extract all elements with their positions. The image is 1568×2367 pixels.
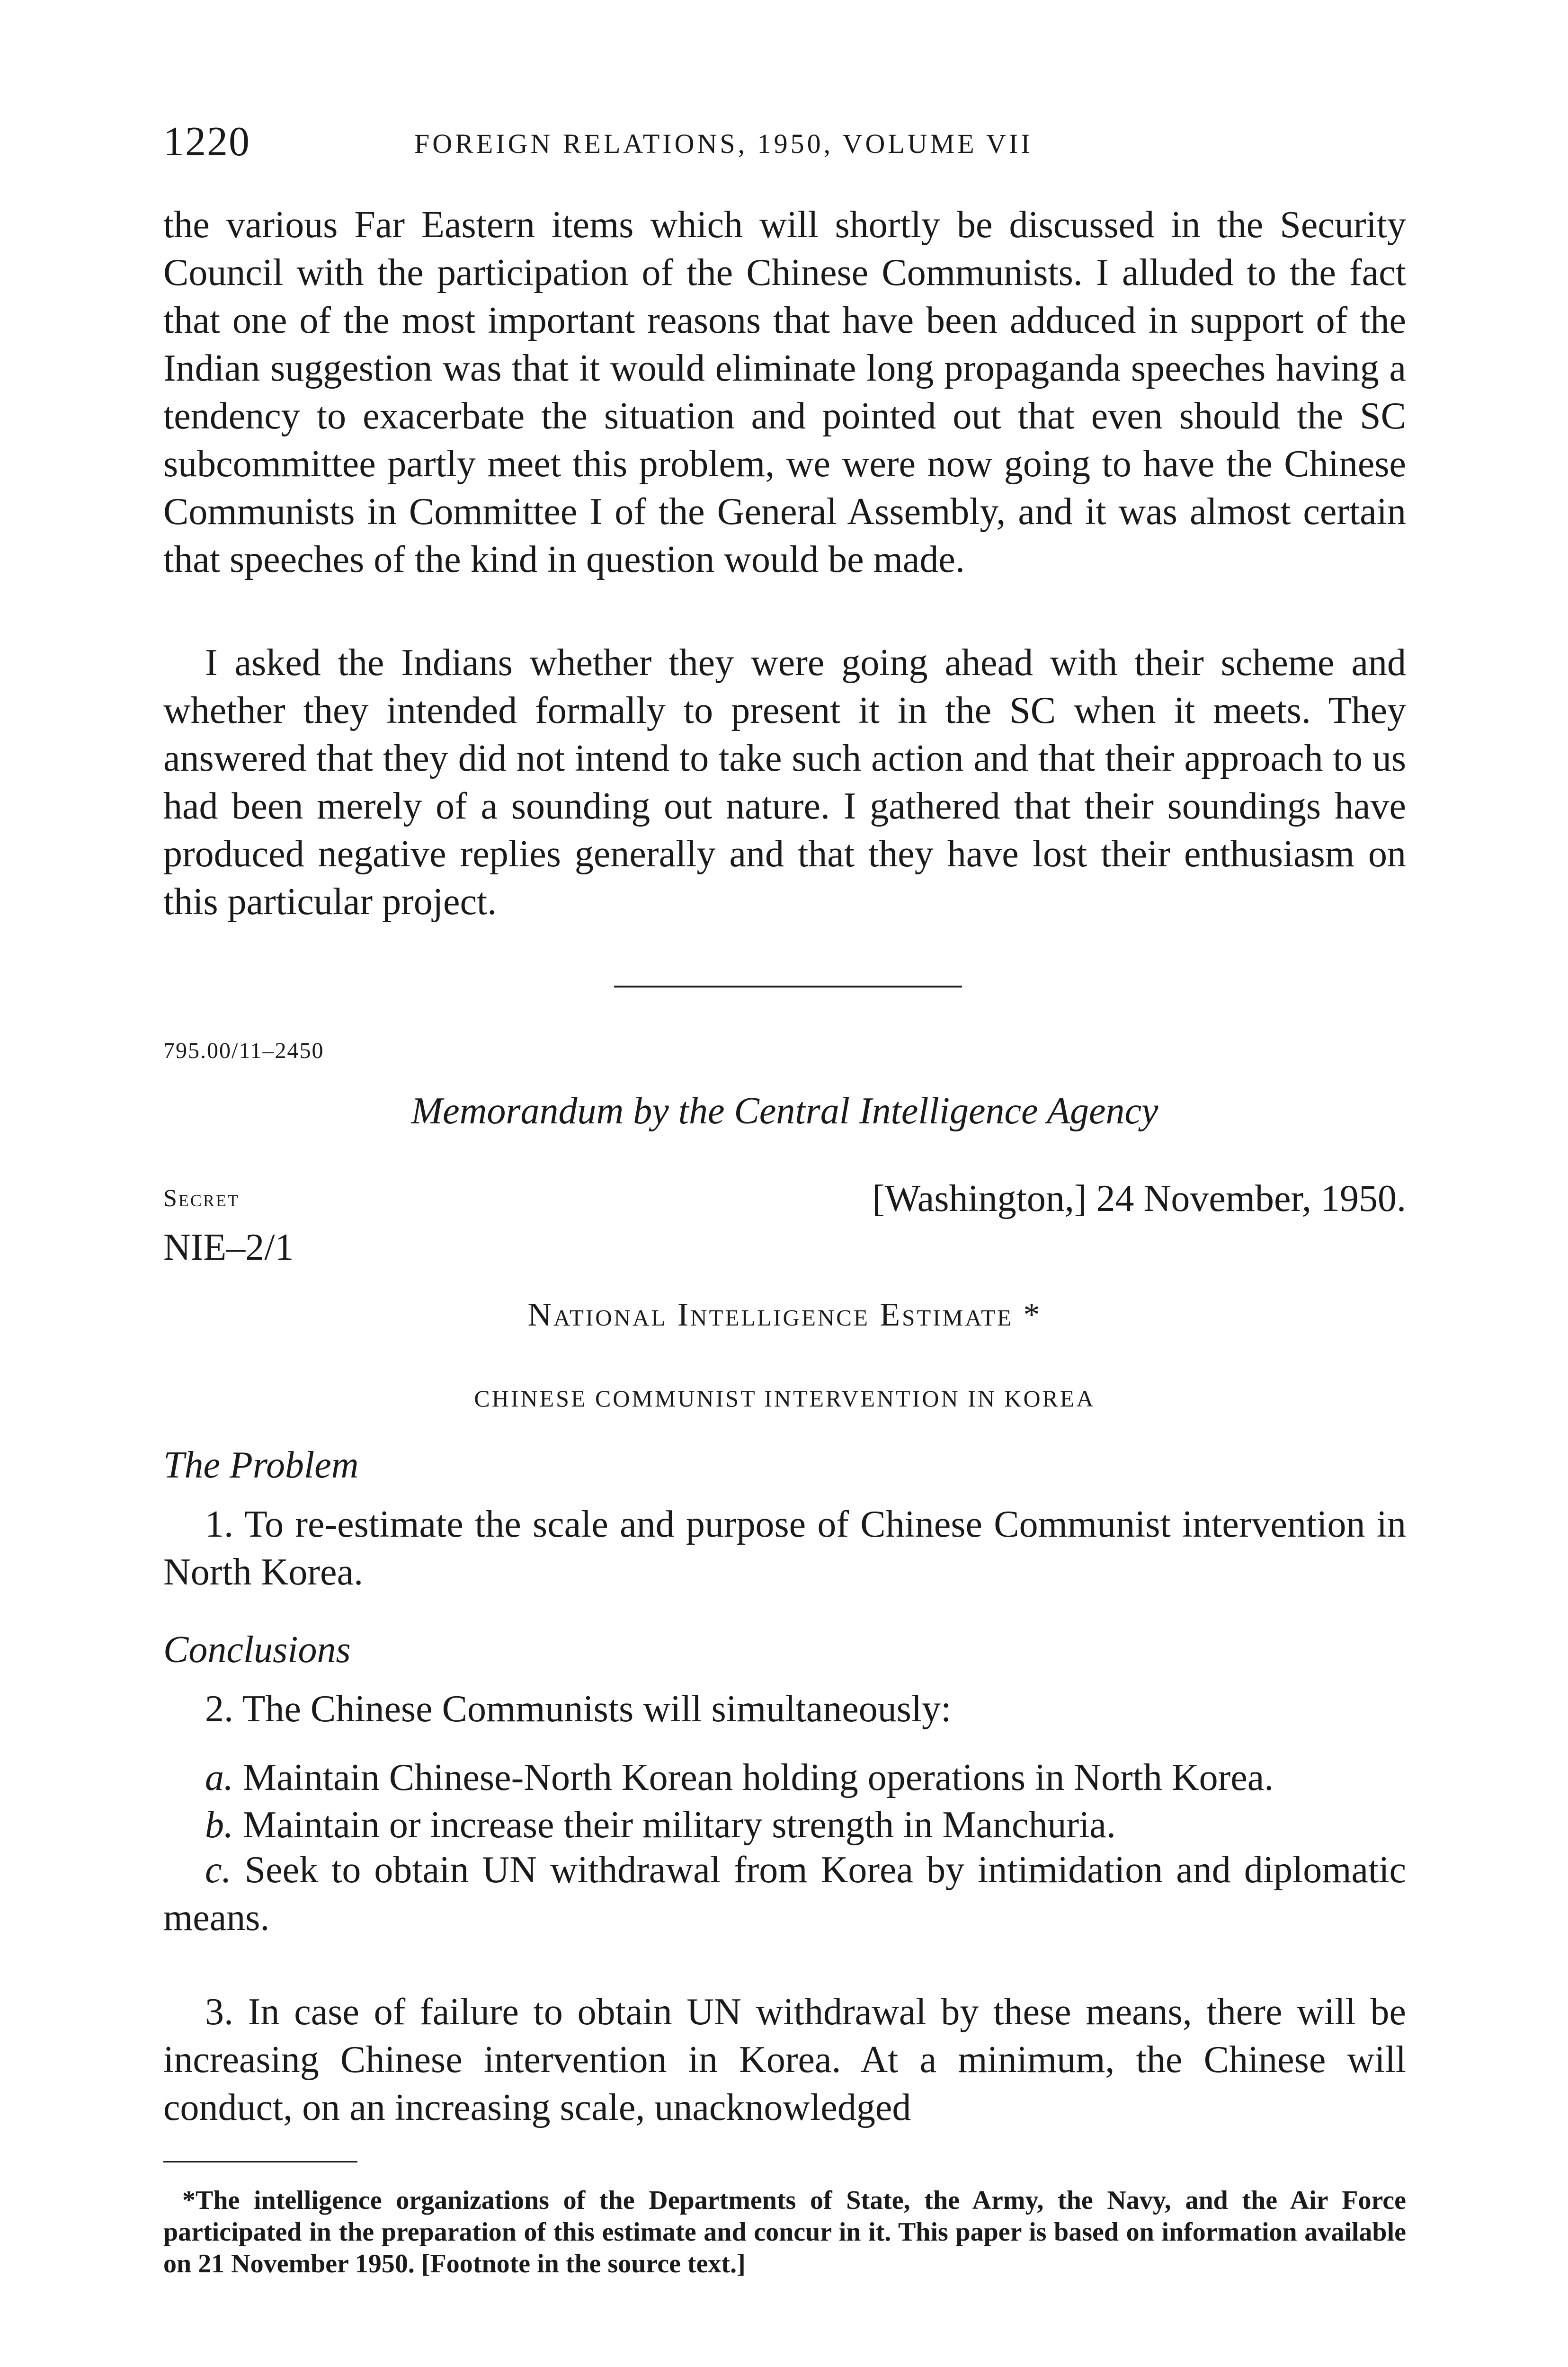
item-text: Maintain Chinese-North Korean holding operations in North Korea. (233, 1757, 1274, 1798)
item-letter: b. (205, 1804, 233, 1846)
page-header (163, 116, 1406, 168)
footnote: *The intelligence organizations of the Departments of State, the Army, the Navy, and the Air Force participated in the preparation of this estimate and concur in it. This paper is based on information available on 21 November 1950. [Footnote in the source text.] (163, 2186, 1406, 2278)
body-paragraph-1: the various Far Eastern items which will shortly be discussed in the Security Council with the participation of the Chinese Communists. I alluded to the fact that one of the most important reasons that have been adduced in support of the Indian suggestion was that it would eliminate long propaganda speeches having a tendency to exacerbate the situation and pointed out that even should the SC subcommittee partly meet this problem, we were now going to have the Chinese Communists in Committee I of the General Assembly, and it was almost certain that speeches of the kind in question would be made. (163, 204, 1406, 580)
body-paragraph-2: I asked the Indians whether they were going ahead with their scheme and whether they intended formally to present it in the SC when it meets. They answered that they did not intend to take such action and that their approach to us had been merely of a sounding out nature. I gathered that their soundings have produced negative replies generally and that they have lost their enthusiasm on this particular project. (163, 642, 1406, 923)
footnote-rule (163, 2161, 357, 2162)
conclusion-item-c (163, 1846, 1406, 1942)
conclusion-item-b (163, 1801, 1406, 1849)
estimate-title: National Intelligence Estimate * (527, 1297, 1042, 1333)
estimate-subtitle: CHINESE COMMUNIST INTERVENTION IN KOREA (474, 1385, 1096, 1412)
item-letter: a. (205, 1757, 233, 1798)
conclusions-heading: Conclusions (163, 1629, 351, 1671)
conclusion-item-a (163, 1754, 1406, 1802)
document-number: NIE–2/1 (163, 1227, 294, 1268)
problem-paragraph-1: 1. To re-estimate the scale and purpose of Chinese Communist intervention in North Korea. (163, 1504, 1406, 1593)
memorandum-title: Memorandum by the Central Intelligence Agency (411, 1090, 1158, 1132)
item-text: Maintain or increase their military strength in Manchuria. (233, 1804, 1116, 1846)
section-divider (614, 986, 962, 988)
classification-label: Secret (163, 1185, 240, 1212)
running-head: FOREIGN RELATIONS, 1950, VOLUME VII (414, 128, 1033, 159)
item-letter: c. (205, 1849, 232, 1891)
problem-heading: The Problem (163, 1444, 359, 1486)
conclusions-paragraph-3: 3. In case of failure to obtain UN withdrawal by these means, there will be increasing Chinese intervention in Korea. At a minimum, the Chinese will conduct, on an increasing scale, unacknowledged (163, 1991, 1406, 2128)
conclusions-paragraph-2: 2. The Chinese Communists will simultaneously: (205, 1688, 952, 1730)
dateline: [Washington,] 24 November, 1950. (872, 1178, 1406, 1219)
item-text: Seek to obtain UN withdrawal from Korea by intimidation and diplomatic means. (163, 1849, 1406, 1939)
file-number: 795.00/11–2450 (163, 1038, 324, 1063)
page-number: 1220 (163, 119, 250, 165)
